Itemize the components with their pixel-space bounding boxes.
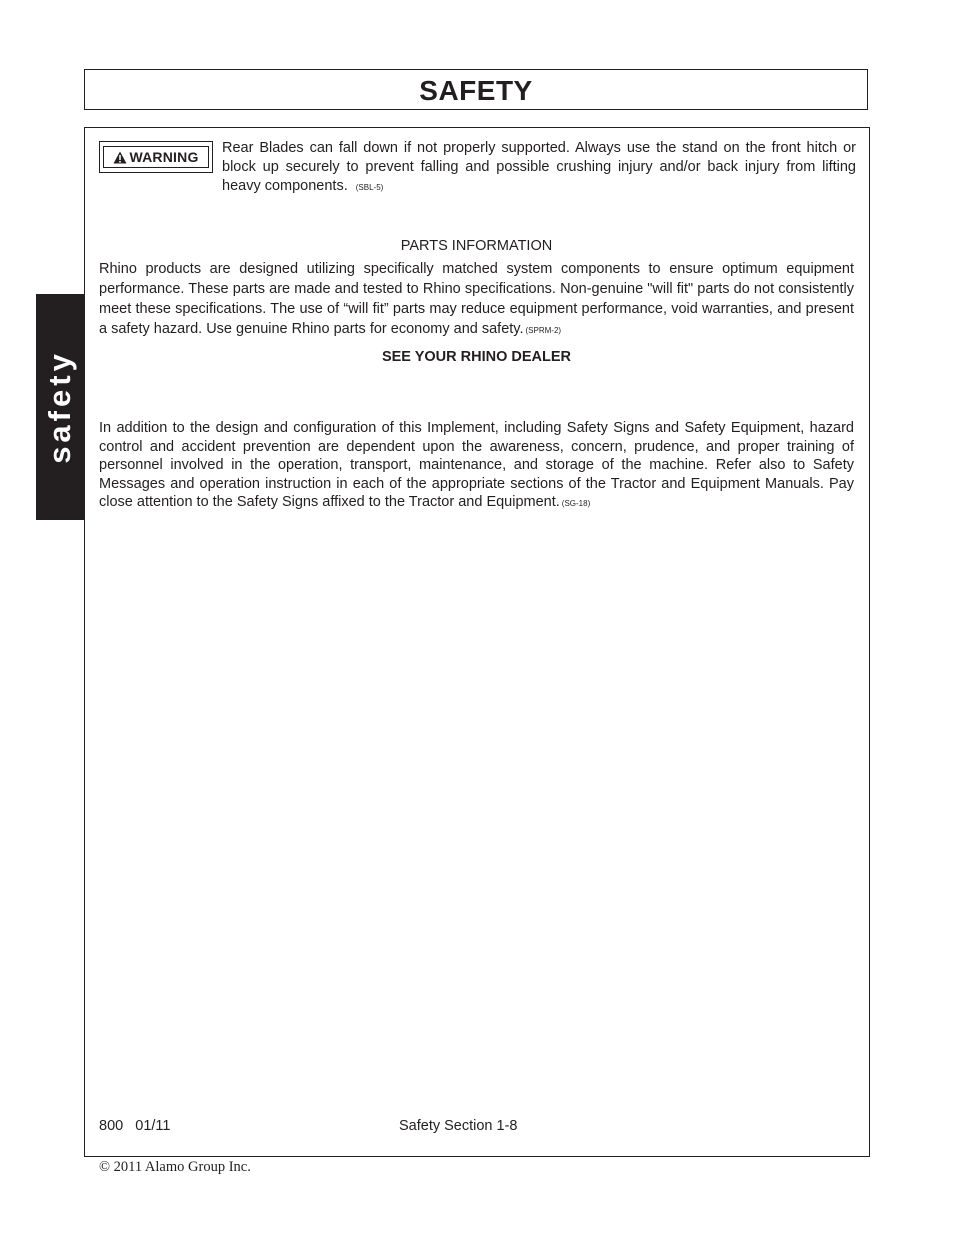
warning-triangle-icon [113, 151, 127, 164]
page-title: SAFETY [419, 75, 533, 106]
warning-label: WARNING [129, 149, 199, 165]
warning-message-text: Rear Blades can fall down if not properly supported. Always use the stand on the front hitch or block up securely to prevent falling and possible crushing injury and/or back injury from lifting heavy components. [222, 140, 856, 194]
parts-information-paragraph [99, 259, 854, 341]
warning-message [222, 139, 856, 197]
page-header [84, 69, 868, 110]
side-tab-label: safety [42, 350, 78, 464]
parts-information-text: Rhino products are designed utilizing specifically matched system components to ensure optimum equipment performance. These parts are made and tested to Rhino specifications. Non-genuine "will fit" parts do not consistently meet these specifications. The use of “will fit” parts may reduce equipment performance, void warranties, and present a safety hazard. Use genuine Rhino parts for economy and safety. [99, 261, 854, 337]
footer-model-date [99, 1118, 171, 1134]
general-safety-text: In addition to the design and configuration of this Implement, including Safety Signs and Safety Equipment, hazard control and accident prevention are dependent upon the awareness, concern, prudence, and proper training of personnel involved in the operation, transport, maintenance, and storage of the machine. Refer also to Safety Messages and operation instruction in each of the appropriate sections of the Tractor and Equipment Manuals. Pay close attention to the Safety Signs affixed to the Tractor and Equipment. [99, 420, 854, 511]
section-side-tab [36, 294, 84, 520]
general-safety-paragraph [99, 419, 854, 514]
warning-badge [99, 141, 213, 173]
footer-section: Safety Section 1-8 [399, 1118, 518, 1134]
footer-model-date-text: 800 01/11 [99, 1118, 171, 1134]
general-safety-code: (SG-18) [561, 499, 591, 509]
dealer-notice: SEE YOUR RHINO DEALER [381, 349, 572, 365]
copyright: © 2011 Alamo Group Inc. [99, 1159, 251, 1175]
parts-information-heading: PARTS INFORMATION [400, 238, 553, 254]
warning-code: (SBL-5) [355, 183, 384, 192]
parts-information-code: (SPRM-2) [525, 326, 562, 335]
